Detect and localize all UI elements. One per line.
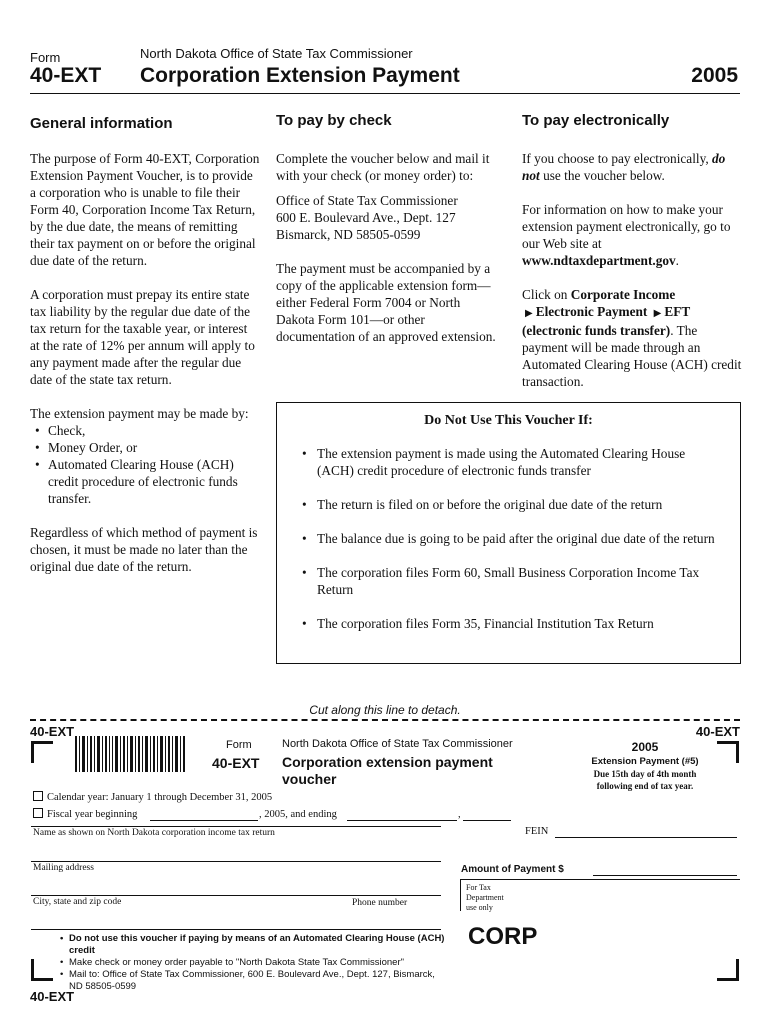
form-label: Form (30, 50, 61, 65)
due-date-note: Due 15th day of 4th month following end of tax year. (593, 769, 697, 791)
address-line: Office of State Tax Commissioner (276, 193, 458, 208)
general-info-section (30, 150, 260, 575)
fiscal-end-year-field[interactable] (463, 820, 511, 821)
general-paragraph-3: The extension payment may be made by: (30, 406, 249, 421)
barcode (75, 736, 187, 772)
list-item: • The return is filed on or before the original due date of the return (277, 496, 740, 513)
voucher-year-block (560, 740, 730, 767)
mailing-address-field[interactable] (31, 861, 441, 862)
list-item: • The corporation files Form 35, Financial Institution Tax Return (277, 615, 740, 632)
list-item: • The corporation files Form 60, Small Business Corporation Income Tax Return (277, 564, 740, 598)
arrow-right-icon: ▶ (653, 308, 662, 319)
cut-line-instruction: Cut along this line to detach. (309, 703, 461, 717)
city-state-zip-label: City, state and zip code (33, 897, 122, 907)
dept-use-line: use only (466, 903, 493, 912)
registration-mark (31, 959, 53, 981)
voucher-form-label: Form (226, 739, 252, 751)
fein-field[interactable] (555, 837, 737, 838)
general-info-heading: General information (30, 115, 173, 132)
form-number: 40-EXT (30, 64, 102, 87)
form-year: 2005 (691, 64, 738, 87)
fiscal-begin-field[interactable] (150, 820, 258, 821)
payment-methods-list (30, 422, 260, 507)
form-title: Corporation Extension Payment (140, 64, 460, 87)
voucher-instructions (60, 933, 450, 993)
pay-electronically-section (522, 150, 742, 390)
dept-use-line: Department (466, 893, 504, 902)
registration-mark (31, 741, 53, 763)
voucher-code-top-right: 40-EXT (695, 724, 740, 739)
voucher-form-number: 40-EXT (212, 755, 260, 771)
arrow-right-icon: ▶ (525, 308, 533, 319)
list-item: • Automated Clearing House (ACH) credit procedure of electronic funds transfer. (30, 456, 260, 507)
address-line: Bismarck, ND 58505-0599 (276, 227, 421, 242)
cut-line (30, 719, 740, 721)
city-state-zip-field[interactable] (31, 895, 441, 896)
dept-use-line: For Tax (466, 883, 491, 892)
registration-mark (717, 959, 739, 981)
department-use-box (460, 879, 740, 911)
electronic-paragraph-3: Click on Corporate Income ▶ Electronic Payment ▶ EFT (electronic funds transfer). The payment will be made through an Automated Clearing House (ACH) credit transaction. (522, 287, 742, 389)
voucher-title: Corporation extension payment voucher (282, 754, 493, 787)
voucher-year: 2005 (631, 740, 659, 754)
voucher-code-bottom: 40-EXT (30, 989, 75, 1004)
list-item: • Money Order, or (30, 439, 260, 456)
mailing-address-label: Mailing address (33, 863, 94, 873)
general-paragraph-4: Regardless of which method of payment is chosen, it must be made no later than the original due date of the return. (30, 525, 258, 574)
amount-label: Amount of Payment $ (461, 864, 564, 875)
fiscal-end-comma: , (458, 809, 461, 820)
name-field[interactable] (31, 826, 441, 827)
list-item: • Do not use this voucher if paying by means of an Automated Clearing House (ACH) credit (60, 933, 445, 956)
list-item: • Check, (30, 422, 260, 439)
list-item: • The balance due is going to be paid after the original due date of the return (277, 530, 740, 547)
phone-label: Phone number (352, 898, 408, 908)
list-item: • Mail to: Office of State Tax Commissioner, 600 E. Boulevard Ave., Dept. 127, Bismarck, ND 58505-0599 (60, 969, 435, 992)
pay-by-check-heading: To pay by check (276, 112, 392, 129)
website-link[interactable]: www.ndtaxdepartment.gov (522, 253, 676, 268)
electronic-paragraph-1: If you choose to pay electronically, do not use the voucher below. (522, 151, 726, 183)
electronic-paragraph-2: For information on how to make your extension payment electronically, go to our Web site at www.ndtaxdepartment.gov. (522, 202, 731, 268)
list-item: • Make check or money order payable to "North Dakota State Tax Commissioner" (60, 957, 404, 968)
pay-electronically-heading: To pay electronically (522, 112, 670, 129)
general-paragraph-2: A corporation must prepay its entire state tax liability by the regular due date of the tax return for the taxable year, or interest at the rate of 12% per annum will apply to any payment made after the regular due date of the state tax return. (30, 287, 255, 387)
amount-field[interactable] (593, 875, 737, 876)
fiscal-year-option[interactable]: Fiscal year beginning (33, 808, 137, 820)
payment-type-label: Extension Payment (#5) (591, 756, 699, 767)
fiscal-year-checkbox[interactable] (33, 808, 43, 818)
fein-label: FEIN (525, 826, 549, 837)
do-not-use-title: Do Not Use This Voucher If: (424, 413, 593, 428)
name-field-label: Name as shown on North Dakota corporation income tax return (33, 828, 275, 838)
do-not-use-box (276, 402, 741, 664)
do-not-emphasis: do not (522, 151, 726, 183)
fiscal-end-field[interactable] (347, 820, 457, 821)
pay-by-check-section (276, 150, 496, 345)
voucher-agency: North Dakota Office of State Tax Commissioner (282, 738, 513, 750)
fiscal-mid-text: , 2005, and ending (259, 809, 337, 820)
general-paragraph-1: The purpose of Form 40-EXT, Corporation Extension Payment Voucher, is to provide a corporation who is unable to file their Form 40, Corporation Income Tax Return, by the due date, the means of remitting their tax payment on or before the original due date of the return. (30, 151, 260, 268)
voucher-code-top-left: 40-EXT (30, 724, 75, 739)
mailing-address-block (276, 192, 496, 243)
calendar-year-checkbox[interactable] (33, 791, 43, 801)
list-item: • The extension payment is made using the Automated Clearing House (ACH) credit procedure of electronic funds transfer (277, 445, 740, 479)
check-paragraph-1: Complete the voucher below and mail it with your check (or money order) to: (276, 151, 490, 183)
agency-name: North Dakota Office of State Tax Commissioner (140, 46, 413, 61)
do-not-use-list (277, 445, 740, 632)
corp-code: CORP (468, 923, 538, 950)
address-line: 600 E. Boulevard Ave., Dept. 127 (276, 210, 456, 225)
calendar-year-option[interactable]: Calendar year: January 1 through December 31, 2005 (33, 791, 272, 803)
notes-divider (31, 929, 441, 930)
header-divider (30, 93, 740, 94)
check-paragraph-2: The payment must be accompanied by a copy of the applicable extension form—either Federal Form 7004 or North Dakota Form 101—or other documentation of an approved extension. (276, 261, 496, 344)
